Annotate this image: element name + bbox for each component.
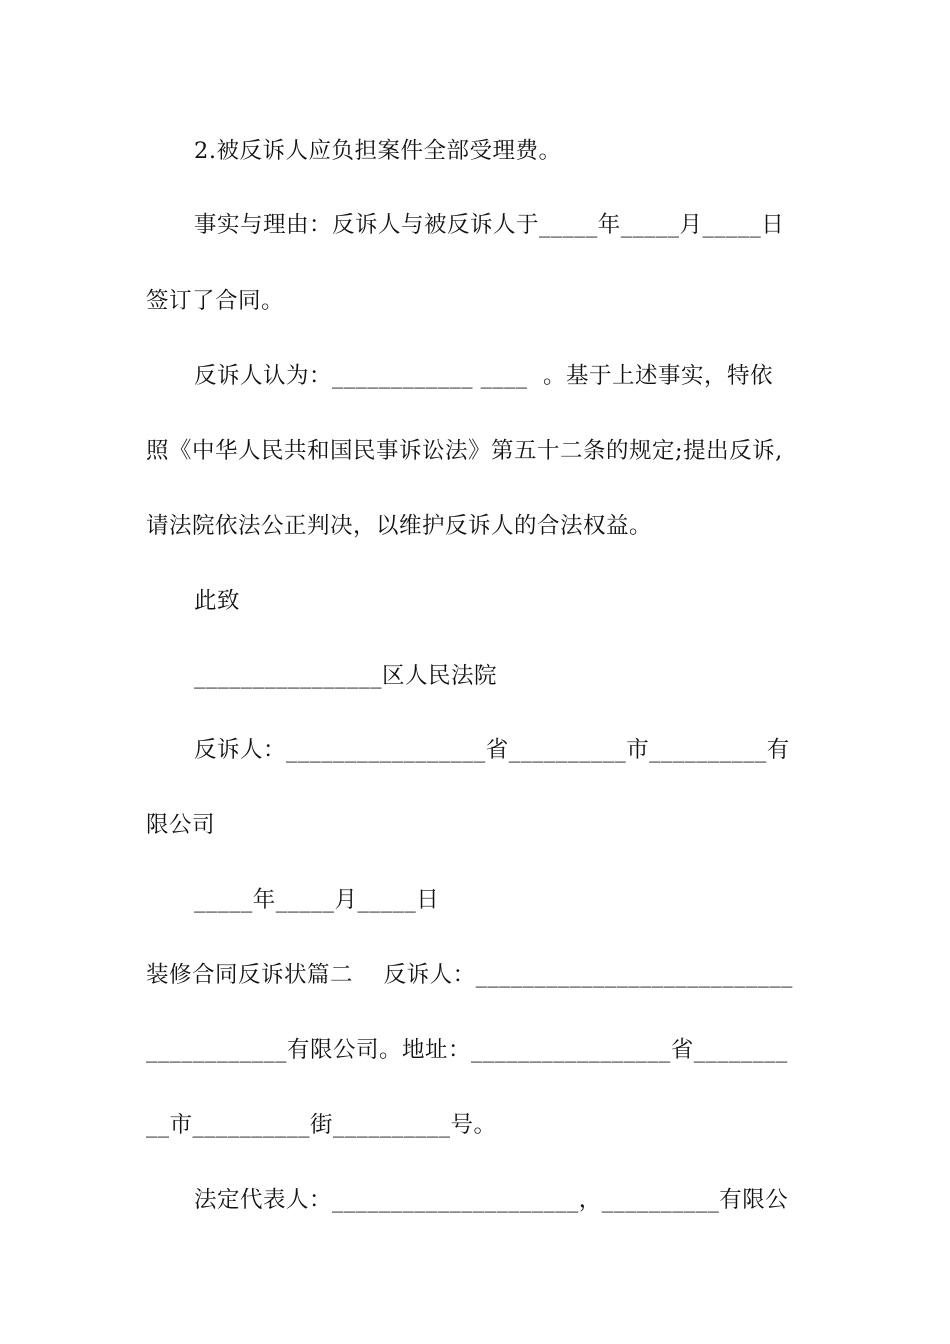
- section-heading-part-two: 装修合同反诉状篇二 反诉人：___________________________: [146, 962, 793, 988]
- court-name: ________________区人民法院: [194, 663, 498, 689]
- paragraph-facts-reasons: 事实与理由：反诉人与被反诉人于_____年_____月_____日: [194, 212, 785, 238]
- signature-date: _____年_____月_____日: [194, 887, 440, 913]
- paragraph-facts-continued: 签订了合同。: [146, 288, 285, 314]
- company-address: ____________有限公司。地址：_________________省________: [146, 1037, 788, 1063]
- legal-representative: 法定代表人：_____________________，__________有限公: [194, 1187, 789, 1213]
- paragraph-counterclaimant-view: 反诉人认为：____________ ____ 。基于上述事实，特依: [194, 363, 773, 389]
- salutation: 此致: [194, 588, 241, 614]
- paragraph-request: 请法院依法公正判决，以维护反诉人的合法权益。: [146, 513, 653, 539]
- counterclaimant-signature: 反诉人：_________________省__________市__________有: [194, 737, 790, 763]
- paragraph-legal-basis: 照《中华人民共和国民事诉讼法》第五十二条的规定;提出反诉,: [146, 438, 783, 464]
- company-address-continued: __市__________街__________号。: [146, 1112, 497, 1138]
- paragraph-fee-clause: 2.被反诉人应负担案件全部受理费。: [194, 138, 562, 164]
- counterclaimant-signature-continued: 限公司: [146, 812, 216, 838]
